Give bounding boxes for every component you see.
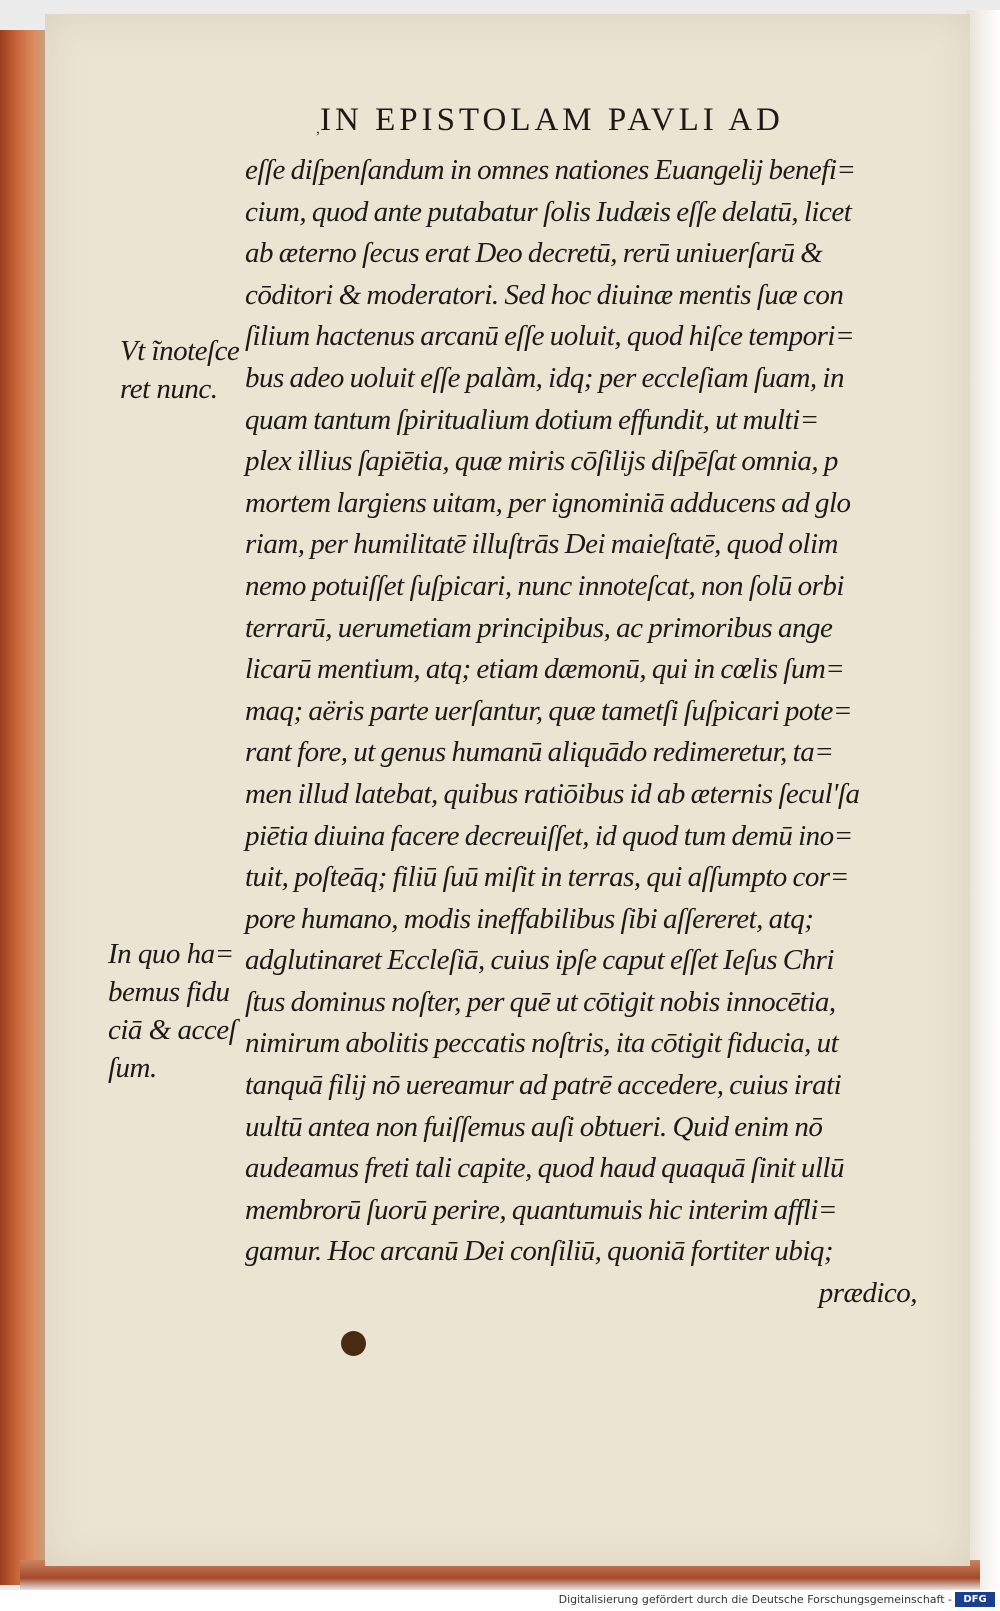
text-line: bus adeo uoluit eſſe palàm, idq; per eccleſiam ſuam, in [245, 361, 844, 394]
text-line: maq; aëris parte uerſantur, quæ tametſi ſuſpicari pote= [245, 694, 852, 727]
margin-note-line: Vt ĩnoteſce [120, 335, 240, 367]
text-line: men illud latebat, quibus ratiōibus id ab æternis ſecul'ſa [245, 777, 860, 810]
text-line: nemo potuiſſet ſuſpicari, nunc innoteſcat, non ſolū orbi [245, 569, 844, 602]
text-line: mortem largiens uitam, per ignominiā adducens ad glo [245, 486, 851, 519]
margin-note-line: ret nunc. [120, 373, 218, 405]
page-edge-right [966, 10, 1000, 1590]
text-line: quam tantum ſpiritualium dotium effundit, ut multi= [245, 403, 819, 436]
text-line: terrarū, uerumetiam principibus, ac primoribus ange [245, 611, 833, 644]
text-line: nimirum abolitis peccatis noſtris, ita cōtigit fiducia, ut [245, 1027, 839, 1060]
margin-note-line: In quo ha= [108, 938, 234, 970]
text-line: tanquā filij nō uereamur ad patrē accedere, cuius irati [245, 1069, 842, 1102]
text-line: cōditori & moderatori. Sed hoc diuinæ mentis ſuæ con [245, 278, 844, 311]
text-line: membrorū ſuorū perire, quantumuis hic interim affli= [245, 1193, 837, 1226]
text-line: gamur. Hoc arcanū Dei conſiliū, quoniā fortiter ubiq; [245, 1235, 834, 1268]
main-text-block [245, 150, 945, 1315]
text-line: tuit, poſteāq; filiū ſuū miſit in terras, qui aſſumpto cor= [245, 861, 849, 894]
footer-credit: Digitalisierung gefördert durch die Deutsche Forschungsgemeinschaft - [558, 1593, 952, 1606]
page-edge-left [0, 30, 48, 1585]
catchword: prædico, [818, 1277, 917, 1310]
text-line: licarū mentium, atq; etiam dæmonū, qui in cœlis ſum= [245, 653, 845, 686]
text-line: cium, quod ante putabatur ſolis Iudæis eſſe delatū, licet [245, 195, 852, 228]
text-line: plex illius ſapiētia, quæ miris cōſilijs diſpēſat omnia, p [245, 445, 838, 478]
text-line: pore humano, modis ineffabilibus ſibi aſſereret, atq; [245, 902, 814, 935]
text-line: ab æterno ſecus erat Deo decretū, rerū uniuerſarū & [245, 237, 823, 270]
text-line: uultū antea non fuiſſemus auſi obtueri. Quid enim nō [245, 1110, 823, 1143]
margin-note-line: bemus fidu [108, 976, 230, 1008]
text-line: eſſe diſpenſandum in omnes nationes Euangelij benefi= [245, 154, 856, 186]
ink-blot [341, 1331, 366, 1356]
text-line: ſtus dominus noſter, per quē ut cōtigit nobis innocētia, [245, 985, 836, 1018]
running-head-mark: , [316, 120, 320, 137]
text-line: adglutinaret Eccleſiā, cuius ipſe caput eſſet Ieſus Chri [245, 944, 834, 977]
text-line: audeamus freti tali capite, quod haud quaquā ſinit ullū [245, 1152, 844, 1185]
margin-note-2 [108, 935, 268, 1087]
margin-note-line: ſum. [108, 1052, 157, 1084]
text-line: ſilium hactenus arcanū eſſe uoluit, quod hiſce tempori= [245, 320, 855, 353]
dfg-logo: DFG [955, 1592, 995, 1607]
margin-note-line: ciā & acceſ [108, 1014, 237, 1046]
running-head: IN EPISTOLAM PAVLI AD [320, 102, 784, 138]
text-line: rant fore, ut genus humanū aliquādo redimeretur, ta= [245, 736, 834, 769]
text-line: riam, per humilitatē illuſtrās Dei maieſtatē, quod olim [245, 528, 838, 561]
text-line: piētia diuina facere decreuiſſet, id quod tum demū ino= [245, 819, 853, 852]
